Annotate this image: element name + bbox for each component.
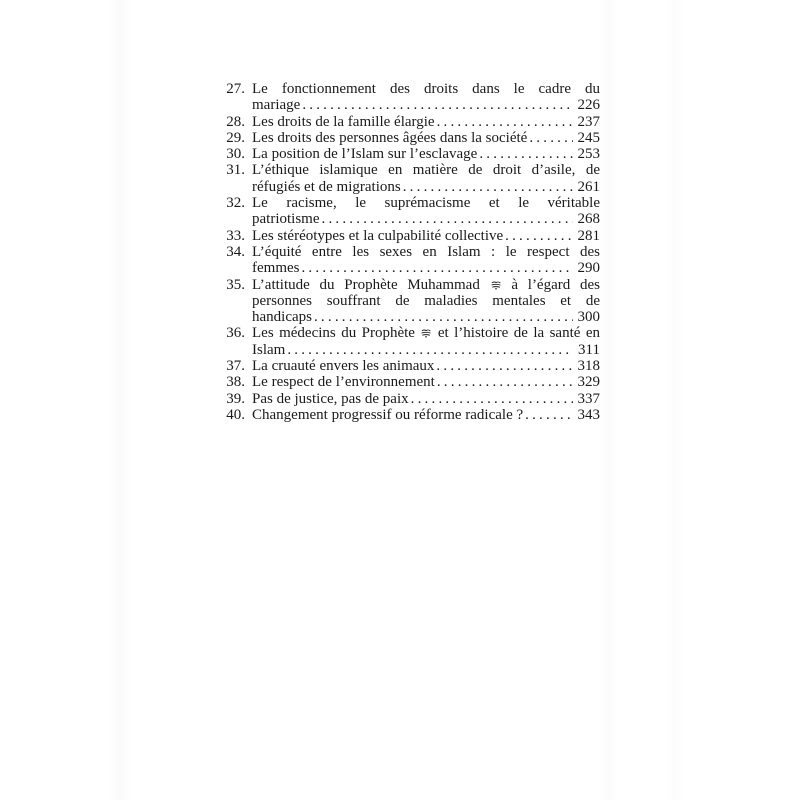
page-number: 281 — [577, 227, 600, 244]
page-number: 226 — [577, 97, 600, 114]
entry-text: La cruauté envers les animaux — [252, 358, 435, 375]
dot-leader — [301, 260, 572, 276]
toc-entry — [225, 114, 600, 130]
page-number: 337 — [577, 390, 600, 407]
entry-body — [252, 391, 600, 407]
entry-number: 32. — [226, 195, 245, 212]
toc-entry — [225, 146, 600, 162]
page-number: 237 — [577, 113, 600, 130]
entry-number: 34. — [226, 243, 245, 260]
entry-last-line — [252, 114, 600, 130]
entry-line: Le fonctionnement des droits dans le cadre du — [252, 81, 600, 97]
entry-text: Pas de justice, pas de paix — [252, 390, 409, 407]
entry-line: personnes souffrant de maladies mentales et de — [252, 292, 600, 309]
page-number: 329 — [577, 374, 600, 391]
entry-last-line — [252, 342, 600, 358]
entry-last-line — [252, 407, 600, 423]
entry-text: Islam — [252, 341, 286, 358]
toc-entry — [225, 130, 600, 146]
dot-leader — [411, 391, 573, 407]
entry-text: femmes — [252, 260, 300, 277]
page-number: 245 — [577, 129, 600, 146]
entry-body — [252, 81, 600, 114]
toc-list — [225, 81, 600, 423]
entry-body — [252, 277, 600, 326]
scan-shade-right-outer — [662, 0, 686, 800]
dot-leader — [505, 228, 572, 244]
entry-text: handicaps — [252, 309, 312, 326]
dot-leader — [525, 407, 572, 423]
entry-line: Le racisme, le suprémacisme et le véritable — [252, 195, 600, 212]
entry-number: 35. — [226, 276, 245, 293]
entry-text: patriotisme — [252, 211, 320, 228]
entry-number: 28. — [226, 113, 245, 130]
entry-body — [252, 195, 600, 228]
toc-entry — [225, 228, 600, 244]
toc-entry — [225, 374, 600, 390]
entry-last-line — [252, 97, 600, 113]
entry-body — [252, 358, 600, 374]
entry-number: 38. — [226, 374, 245, 391]
entry-body — [252, 130, 600, 146]
entry-body — [252, 407, 600, 423]
dot-leader — [437, 114, 573, 130]
toc-entry — [225, 244, 600, 277]
dot-leader — [302, 97, 572, 113]
entry-body — [252, 244, 600, 277]
entry-last-line — [252, 211, 600, 227]
entry-last-line — [252, 260, 600, 276]
entry-body — [252, 146, 600, 162]
entry-text: Les stéréotypes et la culpabilité collective — [252, 227, 504, 244]
toc-entry — [225, 195, 600, 228]
entry-last-line — [252, 309, 600, 325]
entry-text: Les droits des personnes âgées dans la société — [252, 129, 528, 146]
toc-entry — [225, 358, 600, 374]
entry-number: 29. — [226, 129, 245, 146]
entry-number: 39. — [226, 390, 245, 407]
page-number: 261 — [577, 178, 600, 195]
page-number: 311 — [578, 341, 600, 358]
page-number: 290 — [577, 260, 600, 277]
entry-last-line — [252, 146, 600, 162]
dot-leader — [322, 211, 573, 227]
entry-text: La position de l’Islam sur l’esclavage — [252, 146, 478, 163]
entry-line: L’attitude du Prophète Muhammad à l’égard des — [252, 276, 600, 293]
entry-number: 36. — [226, 325, 245, 342]
toc-entry — [225, 391, 600, 407]
dot-leader — [287, 342, 573, 358]
entry-number: 27. — [226, 81, 245, 97]
entry-text: Les droits de la famille élargie — [252, 113, 435, 130]
entry-body — [252, 374, 600, 390]
entry-body — [252, 325, 600, 358]
page-number: 318 — [577, 358, 600, 375]
scan-shade-left — [108, 0, 132, 800]
page-number: 268 — [577, 211, 600, 228]
entry-last-line — [252, 179, 600, 195]
dot-leader — [437, 374, 573, 390]
entry-last-line — [252, 228, 600, 244]
entry-number: 30. — [226, 146, 245, 163]
entry-text: mariage — [252, 97, 301, 114]
entry-last-line — [252, 130, 600, 146]
page-number: 343 — [577, 406, 600, 423]
page-number: 300 — [577, 309, 600, 326]
entry-number: 31. — [226, 162, 245, 179]
pbuh-icon — [421, 328, 431, 338]
dot-leader — [479, 146, 572, 162]
toc-entry — [225, 162, 600, 195]
dot-leader — [436, 358, 572, 374]
pbuh-icon — [491, 280, 501, 290]
toc-entry — [225, 325, 600, 358]
entry-body — [252, 162, 600, 195]
entry-text: Changement progressif ou réforme radicale ? — [252, 406, 524, 423]
entry-number: 33. — [226, 227, 245, 244]
entry-body — [252, 228, 600, 244]
scan-shade-right — [600, 0, 618, 800]
entry-line: L’éthique islamique en matière de droit d’asile, de — [252, 162, 600, 179]
dot-leader — [403, 179, 573, 195]
entry-number: 37. — [226, 358, 245, 375]
entry-body — [252, 114, 600, 130]
entry-number: 40. — [226, 406, 245, 423]
dot-leader — [314, 309, 573, 325]
toc-entry — [225, 81, 600, 114]
toc-entry — [225, 277, 600, 326]
entry-line: L’équité entre les sexes en Islam : le respect des — [252, 243, 600, 260]
entry-last-line — [252, 391, 600, 407]
dot-leader — [529, 130, 572, 146]
entry-last-line — [252, 358, 600, 374]
entry-text: Le respect de l’environnement — [252, 374, 435, 391]
page-number: 253 — [577, 146, 600, 163]
entry-text: réfugiés et de migrations — [252, 178, 401, 195]
entry-last-line — [252, 374, 600, 390]
toc-entry — [225, 407, 600, 423]
entry-line: Les médecins du Prophète et l’histoire de la santé en — [252, 325, 601, 342]
